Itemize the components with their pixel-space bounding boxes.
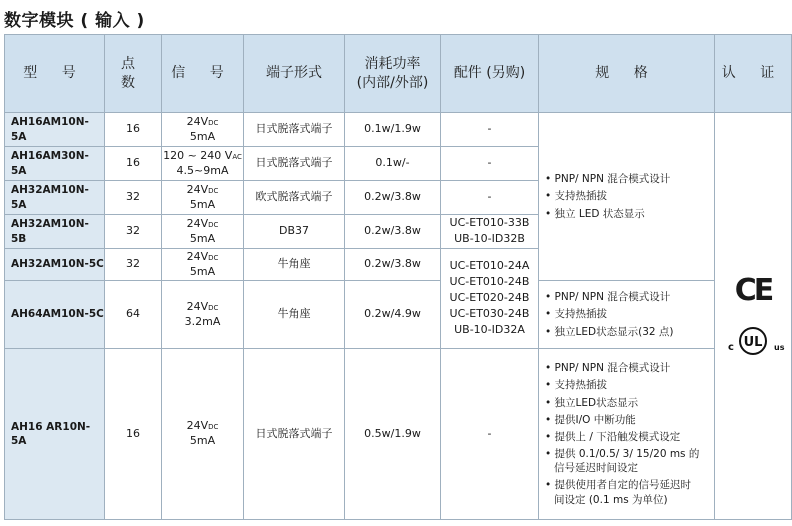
- points-cell: 32: [105, 181, 162, 215]
- signal-voltage: 24V: [186, 114, 209, 128]
- accessory-cell: -: [441, 147, 539, 181]
- spec-line: • 支持热插拔: [545, 308, 608, 321]
- terminal-cell: 日式脱落式端子: [244, 113, 345, 147]
- spec-group-2: [539, 281, 715, 349]
- spec-group-1: [539, 113, 715, 281]
- terminal-cell: DB37: [244, 215, 345, 249]
- terminal-cell: 牛角座: [244, 281, 345, 349]
- spec-line: • 提供使用者自定的信号延迟时: [545, 479, 692, 492]
- signal-current: 5mA: [189, 264, 216, 278]
- signal-cell: [162, 281, 244, 349]
- model-cell: AH32AM10N-5B: [5, 215, 105, 249]
- header-spec: 规 格: [539, 35, 715, 113]
- model-cell: AH32AM10N-5A: [5, 181, 105, 215]
- signal-current: 5mA: [189, 197, 216, 211]
- signal-subscript: DC: [208, 253, 219, 262]
- points-cell: 16: [105, 349, 162, 520]
- accessory-item: UC-ET010-24B: [449, 275, 530, 289]
- model-cell: AH32AM10N-5C: [5, 249, 105, 281]
- table-row: [5, 349, 792, 520]
- svg-text:UL: UL: [743, 334, 763, 350]
- spec-line: • 提供 0.1/0.5/ 3/ 15/20 ms 的: [545, 448, 700, 461]
- header-power-line2: (内部/外部): [356, 74, 429, 91]
- spec-line: • 独立LED状态显示(32 点): [545, 325, 674, 338]
- signal-subscript: DC: [208, 186, 219, 195]
- signal-voltage: 24V: [186, 249, 209, 263]
- signal-current: 3.2mA: [184, 314, 221, 328]
- header-cert: 认 证: [715, 35, 792, 113]
- accessory-item: UC-ET010-24A: [449, 259, 530, 273]
- header-points: 点 数: [105, 35, 162, 113]
- power-cell: 0.2w/3.8w: [345, 215, 441, 249]
- terminal-cell: 牛角座: [244, 249, 345, 281]
- signal-subscript: DC: [208, 220, 219, 229]
- signal-voltage: 24V: [186, 419, 209, 433]
- power-cell: 0.2w/3.8w: [345, 249, 441, 281]
- points-cell: 16: [105, 113, 162, 147]
- signal-cell: [162, 147, 244, 181]
- product-table: [4, 34, 792, 520]
- accessory-cell: -: [441, 113, 539, 147]
- points-cell: 32: [105, 215, 162, 249]
- signal-cell: [162, 249, 244, 281]
- svg-text:us: us: [774, 342, 785, 352]
- signal-subscript: DC: [208, 423, 219, 432]
- svg-text:c: c: [728, 341, 734, 353]
- power-cell: 0.5w/1.9w: [345, 349, 441, 520]
- signal-cell: [162, 349, 244, 520]
- accessory-cell: -: [441, 349, 539, 520]
- shared-accessory-cell: [441, 249, 539, 349]
- spec-line: • 支持热插拔: [545, 190, 608, 203]
- table-row: [5, 113, 792, 147]
- model-cell: AH16 AR10N-5A: [5, 349, 105, 520]
- signal-cell: [162, 113, 244, 147]
- terminal-cell: 欧式脱落式端子: [244, 181, 345, 215]
- signal-cell: [162, 215, 244, 249]
- signal-subscript: AC: [232, 152, 242, 161]
- signal-voltage: 24V: [186, 216, 209, 230]
- accessory-cell: [441, 215, 539, 249]
- spec-line: • PNP/ NPN 混合模式设计: [545, 362, 671, 375]
- points-cell: 16: [105, 147, 162, 181]
- accessory-item: UC-ET020-24B: [449, 291, 530, 305]
- header-terminal: 端子形式: [244, 35, 345, 113]
- signal-cell: [162, 181, 244, 215]
- page-title: 数字模块 ( 输入 ): [4, 11, 145, 31]
- spec-line: • 提供上 / 下沿触发模式设定: [545, 430, 681, 443]
- spec-line: • 独立 LED 状态显示: [545, 207, 645, 220]
- accessory-item: UB-10-ID32B: [454, 232, 525, 245]
- accessory-item: UC-ET010-33B: [449, 216, 530, 230]
- signal-voltage: 24V: [186, 182, 209, 196]
- cert-cell: [715, 113, 792, 520]
- terminal-cell: 日式脱落式端子: [244, 349, 345, 520]
- spec-line: • 支持热插拔: [545, 379, 608, 392]
- points-cell: 64: [105, 281, 162, 349]
- model-cell: AH64AM10N-5C: [5, 281, 105, 349]
- signal-current: 4.5~9mA: [176, 163, 229, 177]
- spec-group-3: [539, 349, 715, 520]
- signal-voltage: 120 ~ 240 V: [163, 148, 233, 162]
- accessory-cell: -: [441, 181, 539, 215]
- ul-mark-icon: [715, 326, 791, 361]
- header-power: [345, 35, 441, 113]
- signal-voltage: 24V: [186, 299, 209, 313]
- spec-line: • PNP/ NPN 混合模式设计: [545, 291, 671, 304]
- points-cell: 32: [105, 249, 162, 281]
- header-power-line1: 消耗功率: [364, 55, 421, 72]
- spec-line: 信号延迟时间设定: [554, 462, 638, 475]
- accessory-item: UB-10-ID32A: [454, 322, 525, 336]
- spec-line: • 独立LED状态显示: [545, 396, 639, 409]
- model-cell: AH16AM30N-5A: [5, 147, 105, 181]
- ce-mark-icon: CE: [734, 273, 772, 309]
- header-signal: 信 号: [162, 35, 244, 113]
- power-cell: 0.1w/-: [345, 147, 441, 181]
- spec-line: 间设定 (0.1 ms 为单位): [554, 493, 668, 506]
- header-model: 型 号: [5, 35, 105, 113]
- signal-subscript: DC: [208, 118, 219, 127]
- model-cell: AH16AM10N-5A: [5, 113, 105, 147]
- accessory-item: UC-ET030-24B: [449, 306, 530, 320]
- power-cell: 0.2w/3.8w: [345, 181, 441, 215]
- terminal-cell: 日式脱落式端子: [244, 147, 345, 181]
- spec-line: • 提供I/O 中断功能: [545, 413, 636, 426]
- signal-subscript: DC: [208, 303, 219, 312]
- signal-current: 5mA: [189, 129, 216, 143]
- signal-current: 5mA: [189, 231, 216, 245]
- header-accessory: 配件 (另购): [441, 35, 539, 113]
- signal-current: 5mA: [189, 434, 216, 447]
- table-row: [5, 281, 792, 349]
- spec-line: • PNP/ NPN 混合模式设计: [545, 173, 671, 186]
- power-cell: 0.1w/1.9w: [345, 113, 441, 147]
- power-cell: 0.2w/4.9w: [345, 281, 441, 349]
